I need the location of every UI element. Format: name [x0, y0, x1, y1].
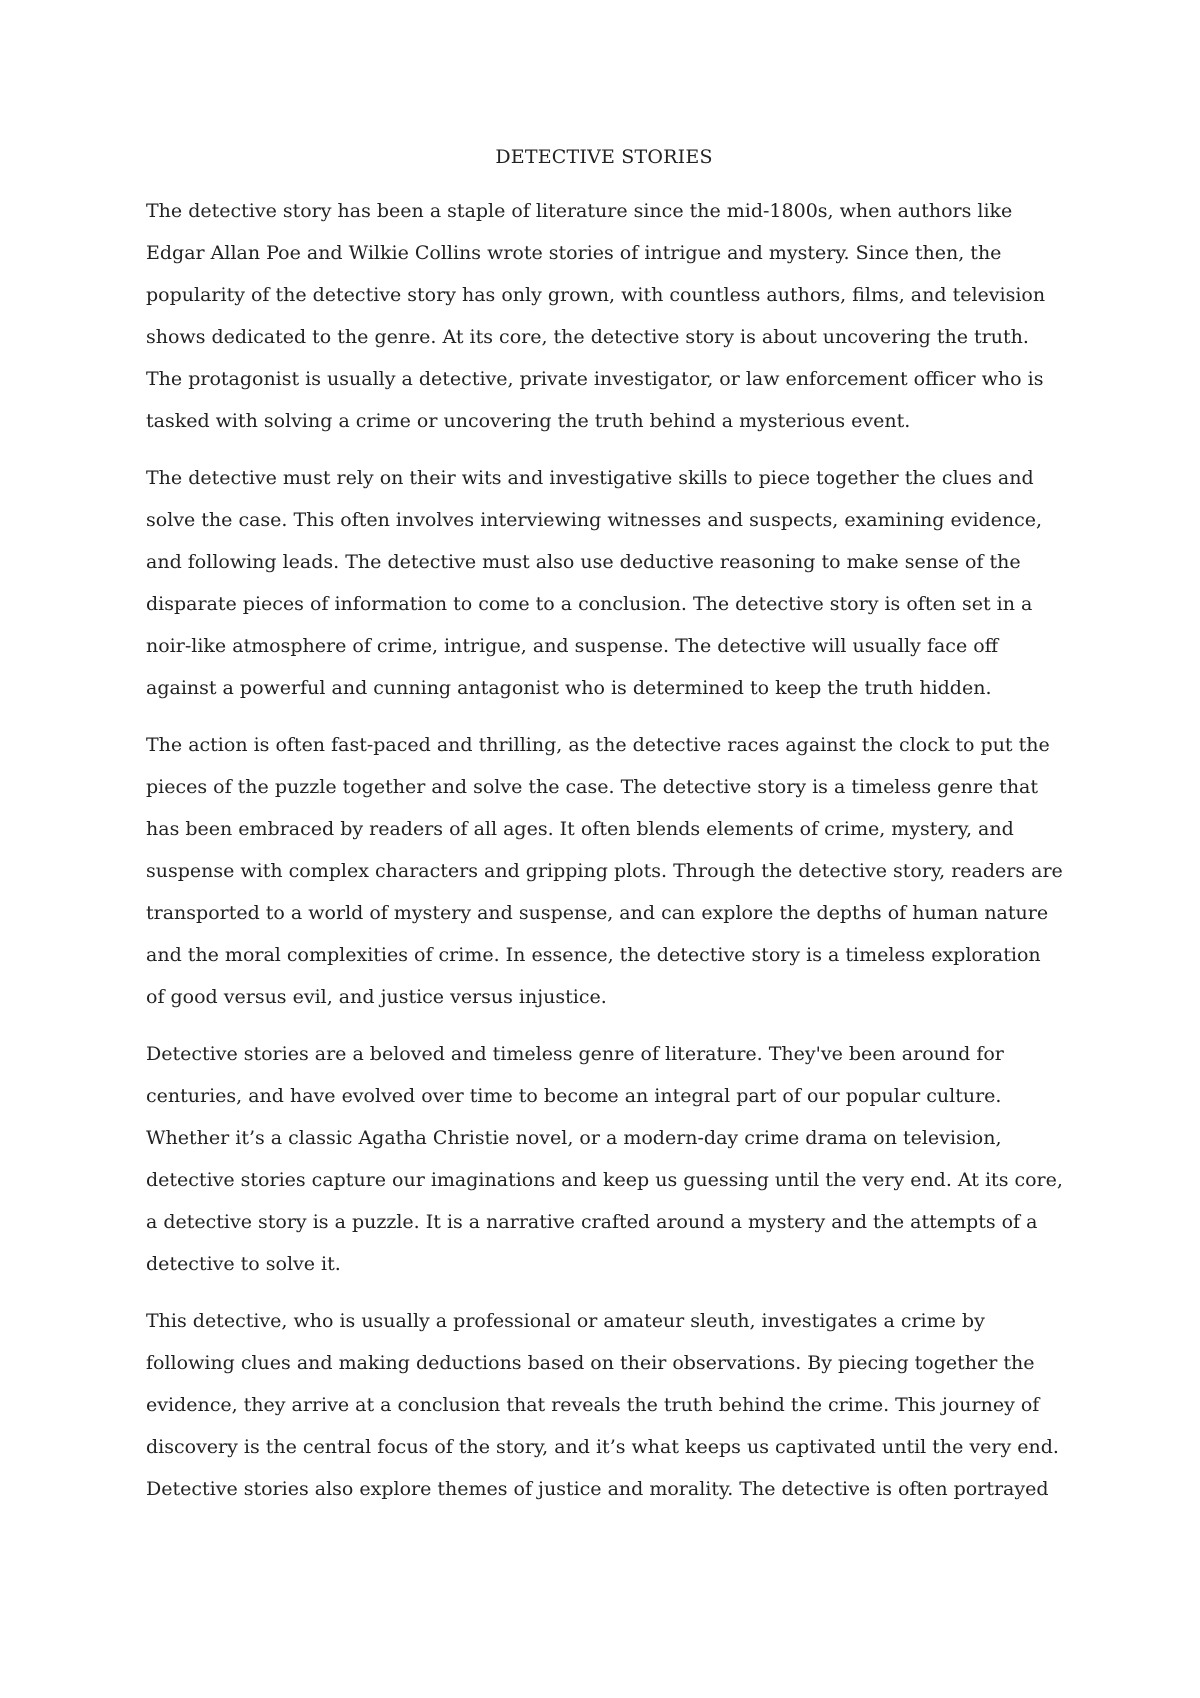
text-line: Whether it’s a classic Agatha Christie novel, or a modern-day crime drama on television,	[146, 1127, 1002, 1149]
document-title: DETECTIVE STORIES	[495, 146, 713, 168]
text-line: evidence, they arrive at a conclusion that reveals the truth behind the crime. This journey of	[146, 1394, 1040, 1416]
text-line: The detective story has been a staple of literature since the mid-1800s, when authors like	[146, 200, 1013, 222]
text-line: discovery is the central focus of the story, and it’s what keeps us captivated until the very end.	[146, 1436, 1059, 1458]
text-line: This detective, who is usually a professional or amateur sleuth, investigates a crime by	[146, 1310, 985, 1332]
paragraph-2	[146, 457, 1062, 709]
text-line: popularity of the detective story has only grown, with countless authors, films, and television	[146, 284, 1046, 306]
text-line: against a powerful and cunning antagonist who is determined to keep the truth hidden.	[146, 677, 992, 699]
text-line: Detective stories also explore themes of justice and morality. The detective is often portrayed	[146, 1478, 1049, 1500]
text-line: The protagonist is usually a detective, private investigator, or law enforcement officer who is	[146, 368, 1044, 390]
text-line: The detective must rely on their wits and investigative skills to piece together the clues and	[146, 467, 1034, 489]
text-line: following clues and making deductions based on their observations. By piecing together the	[146, 1352, 1035, 1374]
text-line: pieces of the puzzle together and solve the case. The detective story is a timeless genre that	[146, 776, 1039, 798]
text-line: and following leads. The detective must also use deductive reasoning to make sense of the	[146, 551, 1021, 573]
text-line: solve the case. This often involves interviewing witnesses and suspects, examining evidence,	[146, 509, 1043, 531]
text-line: has been embraced by readers of all ages. It often blends elements of crime, mystery, and	[146, 818, 1014, 840]
paragraph-3	[146, 724, 1062, 1018]
text-line: centuries, and have evolved over time to become an integral part of our popular culture.	[146, 1085, 1002, 1107]
text-line: suspense with complex characters and gripping plots. Through the detective story, readers are	[146, 860, 1063, 882]
text-line: transported to a world of mystery and suspense, and can explore the depths of human nature	[146, 902, 1049, 924]
text-line: noir-like atmosphere of crime, intrigue, and suspense. The detective will usually face off	[146, 635, 999, 657]
text-line: Detective stories are a beloved and timeless genre of literature. They've been around for	[146, 1043, 1004, 1065]
text-line: and the moral complexities of crime. In essence, the detective story is a timeless exploration	[146, 944, 1041, 966]
text-line: detective stories capture our imaginations and keep us guessing until the very end. At its core,	[146, 1169, 1063, 1191]
text-line: shows dedicated to the genre. At its core, the detective story is about uncovering the truth.	[146, 326, 1029, 348]
text-line: tasked with solving a crime or uncovering the truth behind a mysterious event.	[146, 410, 911, 432]
paragraph-5	[146, 1300, 1062, 1510]
text-line: disparate pieces of information to come to a conclusion. The detective story is often set in a	[146, 593, 1033, 615]
text-line: Edgar Allan Poe and Wilkie Collins wrote stories of intrigue and mystery. Since then, the	[146, 242, 1002, 264]
text-line: detective to solve it.	[146, 1253, 341, 1275]
text-line: The action is often fast-paced and thrilling, as the detective races against the clock to put the	[146, 734, 1050, 756]
text-line: of good versus evil, and justice versus injustice.	[146, 986, 607, 1008]
text-line: a detective story is a puzzle. It is a narrative crafted around a mystery and the attempts of a	[146, 1211, 1038, 1233]
paragraph-1	[146, 190, 1062, 442]
paragraph-4	[146, 1033, 1062, 1285]
